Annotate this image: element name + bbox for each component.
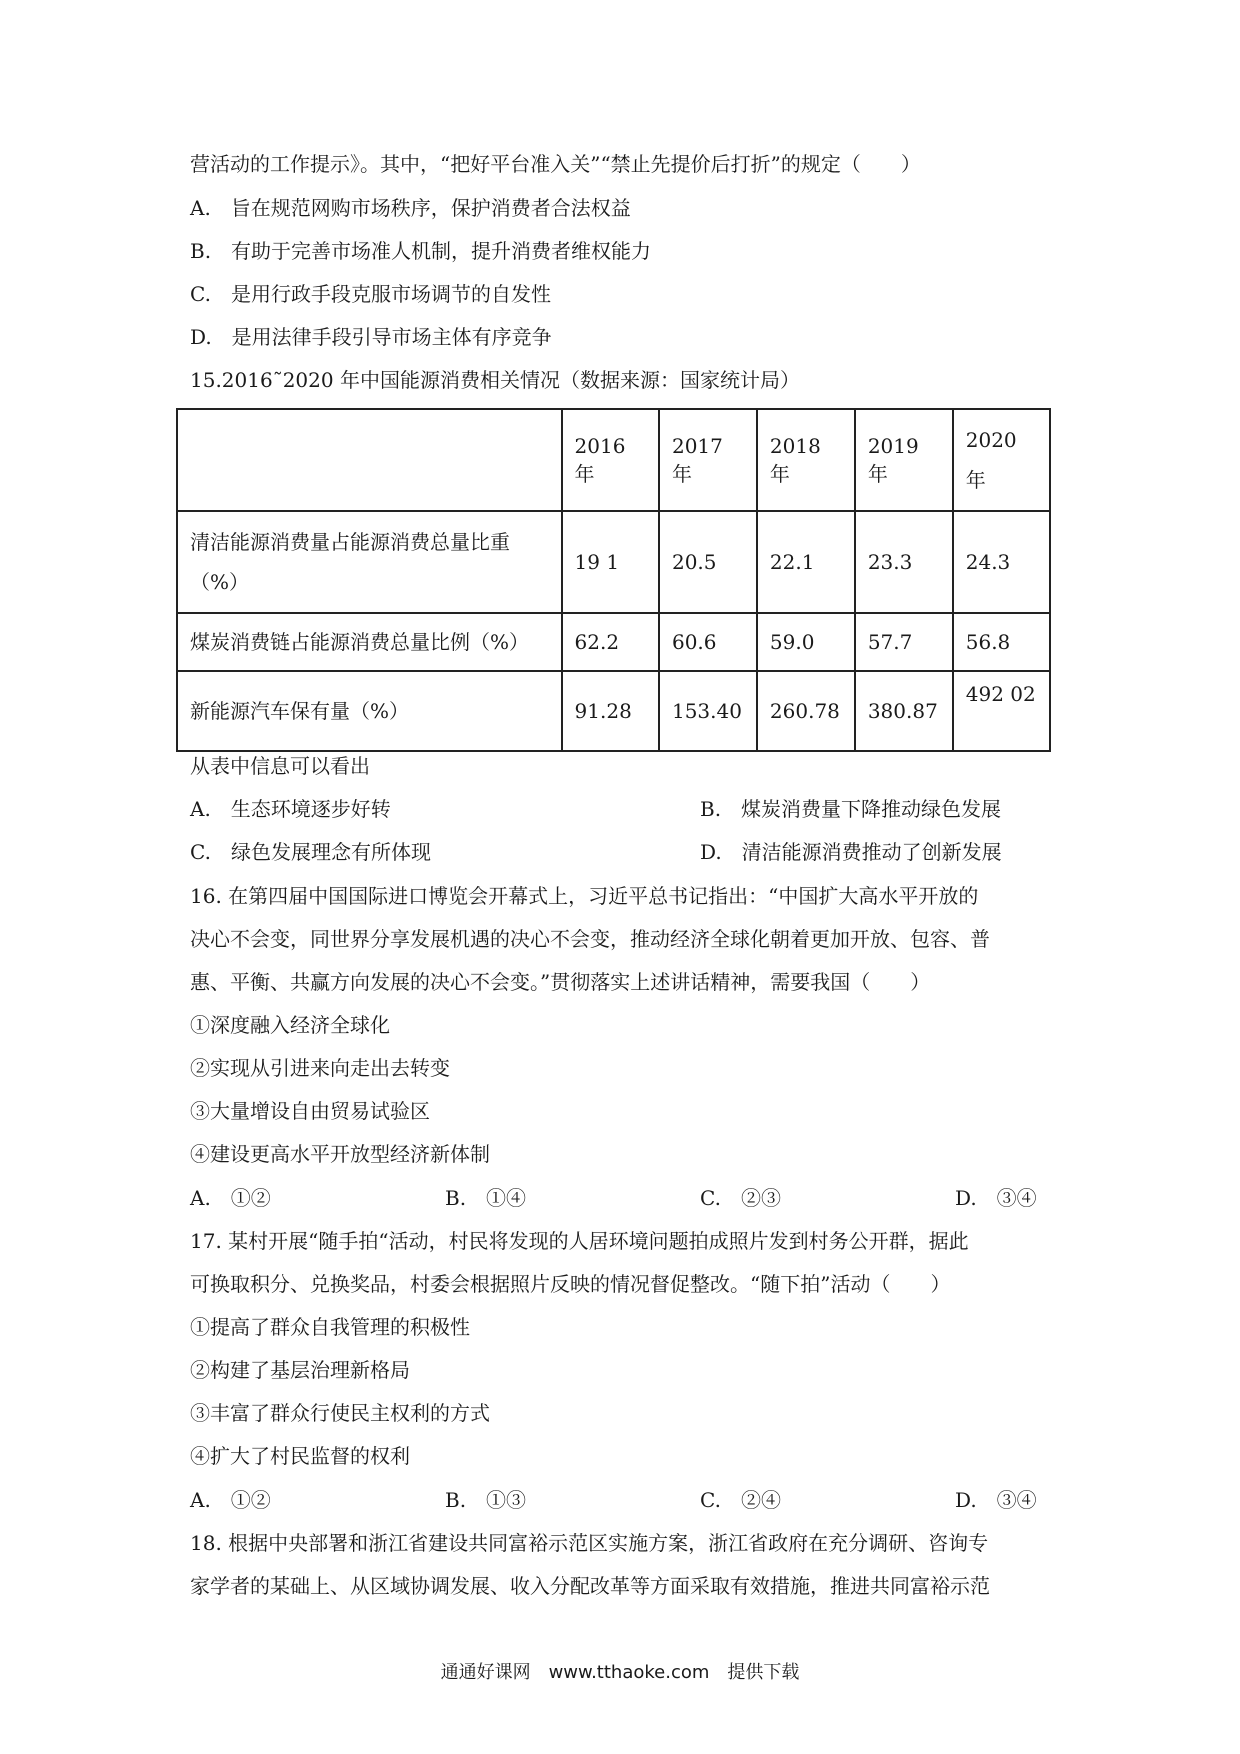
row-label	[177, 511, 562, 613]
table-cell: 492 02	[953, 671, 1050, 751]
table-row	[177, 671, 1050, 751]
year-header-2020-number: 2020	[965, 428, 1017, 452]
q16-item: ①深度融入经济全球化	[190, 1013, 390, 1037]
q17-stem-line: 可换取积分、兑换奖品，村委会根据照片反映的情况督促整改。“随下拍”活动（ ）	[190, 1272, 951, 1296]
q17-answer-c: C. ②④	[700, 1488, 781, 1512]
q14-option-c: C. 是用行政手段克服市场调节的自发性	[190, 282, 551, 306]
row-label: 煤炭消费链占能源消费总量比例（%）	[177, 613, 562, 671]
q16-item: ④建设更高水平开放型经济新体制	[190, 1142, 490, 1166]
table-header-row	[177, 409, 1050, 511]
year-header: 2017 年	[659, 409, 757, 511]
q16-answer-b: B. ①④	[445, 1186, 527, 1210]
table-cell: 60.6	[659, 613, 757, 671]
table-cell: 59.0	[757, 613, 855, 671]
q14-option-a: A. 旨在规范网购市场秩序，保护消费者合法权益	[190, 196, 631, 220]
q16-answer-c: C. ②③	[700, 1186, 781, 1210]
q15-option-a: A. 生态环境逐步好转	[190, 797, 391, 821]
table-cell: 22.1	[757, 511, 855, 613]
page-footer: 通通好课网 www.tthaoke.com 提供下载	[440, 1662, 800, 1683]
table-cell: 91.28	[562, 671, 659, 751]
year-header: 2019 年	[855, 409, 953, 511]
table-cell: 23.3	[855, 511, 953, 613]
q16-stem-line: 惠、平衡、共赢方向发展的决心不会变。”贯彻落实上述讲话精神，需要我国（ ）	[190, 970, 931, 994]
table-cell: 62.2	[562, 613, 659, 671]
q16-answer-d: D. ③④	[955, 1186, 1037, 1210]
table-cell: 19 1	[562, 511, 659, 613]
q16-stem-line: 决心不会变，同世界分享发展机遇的决心不会变，推动经济全球化朝着更加开放、包容、普	[190, 927, 990, 951]
row-label-line2: （%）	[190, 570, 250, 594]
table-row	[177, 511, 1050, 613]
table-cell: 260.78	[757, 671, 855, 751]
q16-stem-line: 16. 在第四届中国国际进口博览会开幕式上，习近平总书记指出：“中国扩大高水平开放的	[190, 884, 979, 908]
year-header-2020	[953, 409, 1050, 511]
table-cell: 56.8	[953, 613, 1050, 671]
q15-stem: 从表中信息可以看出	[190, 754, 370, 778]
row-label-line1: 清洁能源消费量占能源消费总量比重	[190, 530, 510, 554]
q15-option-b: B. 煤炭消费量下降推动绿色发展	[700, 797, 1002, 821]
table-cell: 24.3	[953, 511, 1050, 613]
q15-option-c: C. 绿色发展理念有所体现	[190, 840, 431, 864]
q17-item: ④扩大了村民监督的权利	[190, 1444, 410, 1468]
q16-item: ③大量增设自由贸易试验区	[190, 1099, 430, 1123]
q18-stem-line: 家学者的某础上、从区域协调发展、收入分配改革等方面采取有效措施，推进共同富裕示范	[190, 1574, 990, 1598]
q15-option-d: D. 清洁能源消费推动了创新发展	[700, 840, 1002, 864]
year-header-2020-suffix: 年	[965, 468, 986, 492]
q17-stem-line: 17. 某村开展“随手拍“活动，村民将发现的人居环境问题拍成照片发到村务公开群，据此	[190, 1229, 969, 1253]
q14-stem-tail: 营活动的工作提示》。其中，“把好平台准入关”“禁止先提价后打折”的规定（ ）	[190, 152, 921, 176]
year-header: 2018 年	[757, 409, 855, 511]
q18-stem-line: 18. 根据中央部署和浙江省建设共同富裕示范区实施方案，浙江省政府在充分调研、咨询专	[190, 1531, 989, 1555]
row-label: 新能源汽车保有量（%）	[177, 671, 562, 751]
year-header: 2016 年	[562, 409, 659, 511]
table-cell: 20.5	[659, 511, 757, 613]
q17-answer-a: A. ①②	[190, 1488, 271, 1512]
table-cell: 57.7	[855, 613, 953, 671]
table-cell: 380.87	[855, 671, 953, 751]
table-cell: 153.40	[659, 671, 757, 751]
q17-item: ②构建了基层治理新格局	[190, 1358, 410, 1382]
q17-item: ③丰富了群众行使民主权利的方式	[190, 1401, 490, 1425]
q17-answer-d: D. ③④	[955, 1488, 1037, 1512]
table-row	[177, 613, 1050, 671]
q14-option-b: B. 有助于完善市场准人机制，提升消费者维权能力	[190, 239, 652, 263]
q16-answer-a: A. ①②	[190, 1186, 271, 1210]
q17-answer-b: B. ①③	[445, 1488, 527, 1512]
table-corner-cell	[177, 409, 562, 511]
q15-title: 15.2016˜2020 年中国能源消费相关情况（数据来源：国家统计局）	[190, 368, 800, 392]
q16-item: ②实现从引进来向走出去转变	[190, 1056, 450, 1080]
q14-option-d: D. 是用法律手段引导市场主体有序竞争	[190, 325, 552, 349]
energy-consumption-table	[176, 408, 1051, 752]
q17-item: ①提高了群众自我管理的积极性	[190, 1315, 470, 1339]
